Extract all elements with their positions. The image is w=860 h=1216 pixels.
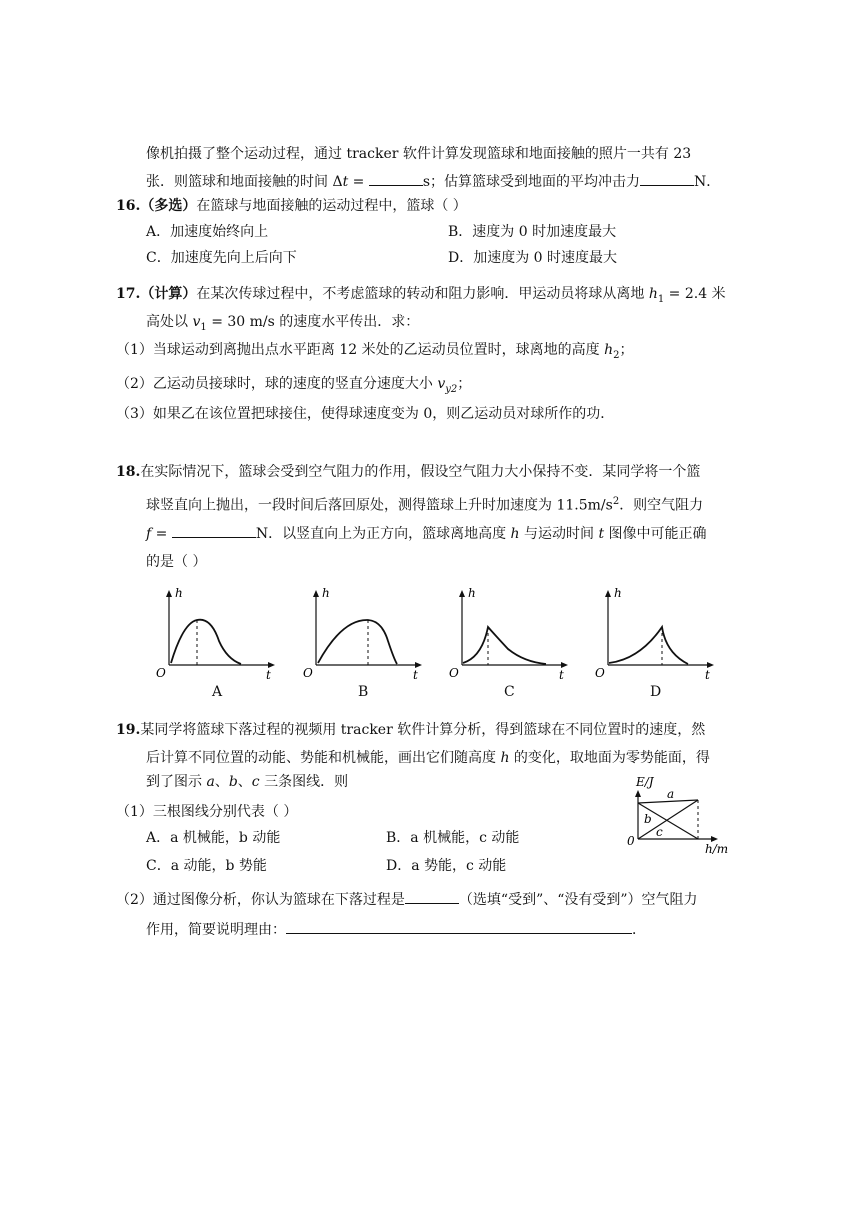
q17-text-c: 高处以 bbox=[146, 314, 193, 330]
q19-sep1: 、 bbox=[214, 774, 229, 790]
graph-c-svg bbox=[448, 587, 573, 682]
energy-graph-label-c: c bbox=[656, 825, 663, 839]
q18-eq: = bbox=[151, 526, 172, 542]
q18-line3-b: N．以竖直向上为正方向，篮球离地高度 bbox=[255, 526, 511, 542]
q19-c: c bbox=[251, 774, 260, 790]
q19-option-c[interactable]: C．a 动能，b 势能 bbox=[146, 858, 267, 874]
caption-c: C bbox=[504, 684, 515, 700]
graph-d-svg bbox=[594, 587, 719, 682]
graph-b-origin: O bbox=[303, 666, 313, 680]
graph-a[interactable] bbox=[155, 587, 280, 686]
q18-line3-d: 图像中可能正确 bbox=[604, 526, 707, 542]
q19-line1 bbox=[116, 720, 705, 740]
graph-b-svg bbox=[302, 587, 427, 682]
q18-blank-force[interactable] bbox=[172, 522, 256, 538]
q15-eq: = bbox=[348, 174, 369, 190]
q18-h: h bbox=[510, 526, 520, 542]
graph-b-ylabel: h bbox=[322, 586, 330, 600]
q17-part3: （3）如果乙在该位置把球接住，使得球速度变为 0，则乙运动员对球所作的功． bbox=[116, 406, 615, 422]
q19-line2 bbox=[146, 748, 710, 768]
graph-d[interactable] bbox=[594, 587, 719, 686]
graph-c-xlabel: t bbox=[559, 668, 564, 682]
q17-v1: v bbox=[192, 314, 201, 330]
q15-text-d: N． bbox=[694, 174, 721, 190]
q17-p2-v: v bbox=[437, 376, 446, 392]
q17-p1-sub: 2 bbox=[613, 349, 620, 361]
q19-line1-text: 某同学将篮球下落过程的视频用 tracker 软件计算分析，得到篮球在不同位置时的速度，然 bbox=[140, 722, 706, 738]
graph-c-origin: O bbox=[449, 666, 459, 680]
q17-h1-sub: 1 bbox=[657, 293, 665, 305]
q16-option-c[interactable]: C．加速度先向上后向下 bbox=[146, 250, 297, 266]
q17-p2-sub: y2 bbox=[445, 383, 458, 395]
energy-graph-svg bbox=[622, 773, 732, 858]
q17-tag: （计算） bbox=[140, 286, 197, 302]
q18-line2 bbox=[146, 492, 703, 516]
q17-text-d: = 30 m/s 的速度水平传出．求： bbox=[206, 314, 420, 330]
q17-p2-text: （2）乙运动员接球时，球的速度的竖直分速度大小 bbox=[116, 376, 438, 392]
q19-line3 bbox=[146, 772, 348, 792]
q19-h: h bbox=[500, 750, 510, 766]
energy-graph-origin: 0 bbox=[627, 834, 635, 848]
q18-line4: 的是（ ） bbox=[146, 554, 207, 570]
graph-b[interactable] bbox=[302, 587, 427, 686]
q17-text-b: = 2.4 米 bbox=[664, 286, 726, 302]
q19-a: a bbox=[206, 774, 215, 790]
q19-part2-line1 bbox=[116, 888, 698, 910]
energy-graph[interactable] bbox=[622, 773, 732, 862]
q18-line2-a: 球竖直向上抛出，一段时间后落回原处，测得篮球上升时加速度为 11.5m/s bbox=[146, 497, 613, 514]
q19-p2-d: ． bbox=[632, 922, 646, 938]
q19-blank-reason[interactable] bbox=[286, 918, 632, 934]
q18-line1-text: 在实际情况下，篮球会受到空气阻力的作用，假设空气阻力大小保持不变．某同学将一个篮 bbox=[140, 464, 701, 480]
q17-part1 bbox=[116, 340, 633, 366]
q19-p2-a: （2）通过图像分析，你认为篮球在下落过程是 bbox=[116, 892, 405, 908]
q17-p2-end: ； bbox=[457, 376, 472, 392]
q19-option-b[interactable]: B．a 机械能，c 动能 bbox=[386, 830, 520, 846]
q17-text-a: 在某次传球过程中，不考虑篮球的转动和阻力影响．甲运动员将球从离地 bbox=[196, 286, 649, 302]
q16-stem bbox=[116, 196, 467, 216]
q16-tag: （多选） bbox=[140, 198, 197, 214]
graph-d-origin: O bbox=[595, 666, 605, 680]
q15-text-a: 张．则篮球和地面接触的时间 Δ bbox=[146, 174, 343, 190]
q19-option-a[interactable]: A．a 机械能，b 动能 bbox=[146, 830, 281, 846]
q16-option-d[interactable]: D．加速度为 0 时速度最大 bbox=[448, 250, 618, 266]
q15-line2 bbox=[146, 170, 720, 192]
caption-a: A bbox=[212, 684, 223, 700]
q17-stem1 bbox=[116, 284, 726, 310]
q19-number: 19. bbox=[116, 722, 141, 738]
q19-blank-choice[interactable] bbox=[405, 888, 459, 904]
q19-line2-a: 后计算不同位置的动能、势能和机械能，画出它们随高度 bbox=[146, 750, 501, 766]
graph-d-xlabel: t bbox=[705, 668, 710, 682]
q19-part1: （1）三根图线分别代表（ ） bbox=[116, 804, 298, 820]
q17-h1: h bbox=[648, 286, 658, 302]
q19-p2-b: （选填“受到”、“没有受到”）空气阻力 bbox=[458, 892, 698, 908]
energy-graph-label-a: a bbox=[667, 787, 675, 801]
q18-line2-sup: 2 bbox=[612, 496, 620, 507]
graph-b-xlabel: t bbox=[413, 668, 418, 682]
q16-option-a[interactable]: A．加速度始终向上 bbox=[146, 224, 269, 240]
q16-number: 16. bbox=[116, 198, 141, 214]
q18-number: 18. bbox=[116, 464, 141, 480]
q15-text-c: s；估算篮球受到地面的平均冲击力 bbox=[422, 174, 641, 190]
q18-line3-c: 与运动时间 bbox=[519, 526, 599, 542]
q18-t: t bbox=[598, 526, 605, 542]
q18-line3 bbox=[146, 522, 707, 544]
q16-stem-text: 在篮球与地面接触的运动过程中，篮球（ ） bbox=[196, 198, 467, 214]
graph-c[interactable] bbox=[448, 587, 573, 686]
graph-a-ylabel: h bbox=[175, 586, 183, 600]
q15-blank-time[interactable] bbox=[369, 170, 423, 186]
q15-t: t bbox=[342, 174, 349, 190]
q17-part2 bbox=[116, 374, 471, 400]
q19-line2-b: 的变化，取地面为零势能面，得 bbox=[509, 750, 710, 766]
q18-line2-b: ．则空气阻力 bbox=[619, 497, 704, 514]
caption-b: B bbox=[358, 684, 369, 700]
q19-p2-c: 作用，简要说明理由： bbox=[146, 922, 286, 938]
energy-graph-label-b: b bbox=[644, 812, 652, 826]
q19-sep2: 、 bbox=[237, 774, 252, 790]
graph-c-ylabel: h bbox=[468, 586, 476, 600]
q19-part2-line2 bbox=[146, 918, 646, 940]
q17-p1-text: （1）当球运动到离抛出点水平距离 12 米处的乙运动员位置时，球离地的高度 bbox=[116, 342, 605, 358]
q17-p1-h: h bbox=[604, 342, 614, 358]
energy-graph-xlabel: h/m bbox=[705, 842, 729, 856]
q17-v1-sub: 1 bbox=[200, 321, 207, 333]
graph-d-ylabel: h bbox=[614, 586, 622, 600]
q19-option-d[interactable]: D．a 势能，c 动能 bbox=[386, 858, 507, 874]
q15-line1: 像机拍摄了整个运动过程，通过 tracker 软件计算发现篮球和地面接触的照片一共有 23 bbox=[146, 146, 692, 162]
q19-b: b bbox=[228, 774, 238, 790]
q18-line1 bbox=[116, 462, 700, 482]
q17-stem2 bbox=[146, 312, 419, 338]
q19-line3-b: 三条图线．则 bbox=[259, 774, 349, 790]
graph-a-origin: O bbox=[156, 666, 166, 680]
q15-blank-force[interactable] bbox=[640, 170, 694, 186]
q17-number: 17. bbox=[116, 286, 141, 302]
q19-line3-a: 到了图示 bbox=[146, 774, 207, 790]
q17-p1-end: ； bbox=[619, 342, 634, 358]
q18-f: f bbox=[146, 526, 152, 542]
graph-a-xlabel: t bbox=[266, 668, 271, 682]
energy-graph-ylabel: E/J bbox=[636, 775, 654, 789]
caption-d: D bbox=[650, 684, 662, 700]
graph-a-svg bbox=[155, 587, 280, 682]
q16-option-b[interactable]: B．速度为 0 时加速度最大 bbox=[448, 224, 617, 240]
